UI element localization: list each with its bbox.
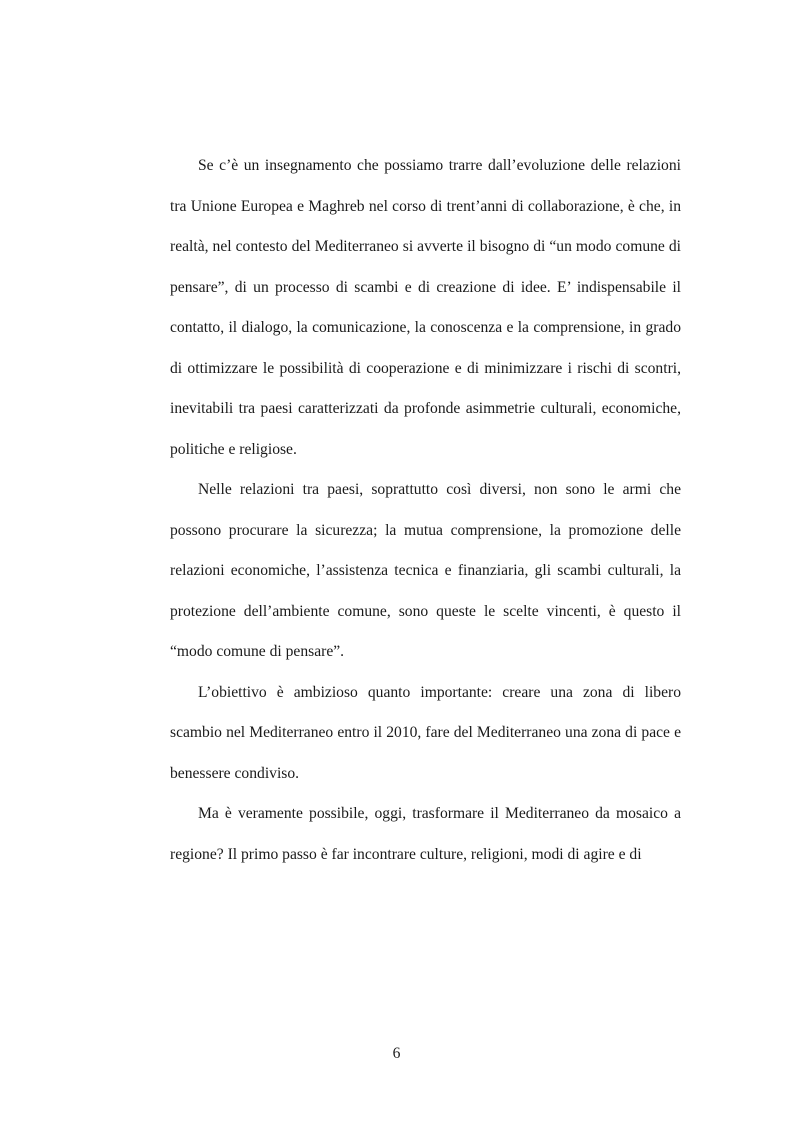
body-text — [170, 146, 681, 875]
paragraph-2: Nelle relazioni tra paesi, soprattutto così diversi, non sono le armi che possono procurare la sicurezza; la mutua comprensione, la promozione delle relazioni economiche, l’assistenza tecnica e finanziaria, gli scambi culturali, la protezione dell’ambiente comune, sono queste le scelte vincenti, è questo il “modo comune di pensare”. — [170, 481, 681, 660]
paragraph-3: L’obiettivo è ambizioso quanto importante: creare una zona di libero scambio nel Mediterraneo entro il 2010, fare del Mediterraneo una zona di pace e benessere condiviso. — [170, 683, 681, 782]
paragraph-4: Ma è veramente possibile, oggi, trasformare il Mediterraneo da mosaico a regione? Il primo passo è far incontrare culture, religioni, modi di agire e di — [170, 805, 681, 863]
paragraph-1: Se c’è un insegnamento che possiamo trarre dall’evoluzione delle relazioni tra Unione Europea e Maghreb nel corso di trent’anni di collaborazione, è che, in realtà, nel contesto del Mediterraneo si avverte il bisogno di “un modo comune di pensare”, di un processo di scambi e di creazione di idee. E’ indispensabile il contatto, il dialogo, la comunicazione, la conoscenza e la comprensione, in grado di ottimizzare le possibilità di cooperazione e di minimizzare i rischi di scontri, inevitabili tra paesi caratterizzati da profonde asimmetrie culturali, economiche, politiche e religiose. — [170, 157, 681, 458]
page-number: 6 — [392, 1045, 401, 1062]
